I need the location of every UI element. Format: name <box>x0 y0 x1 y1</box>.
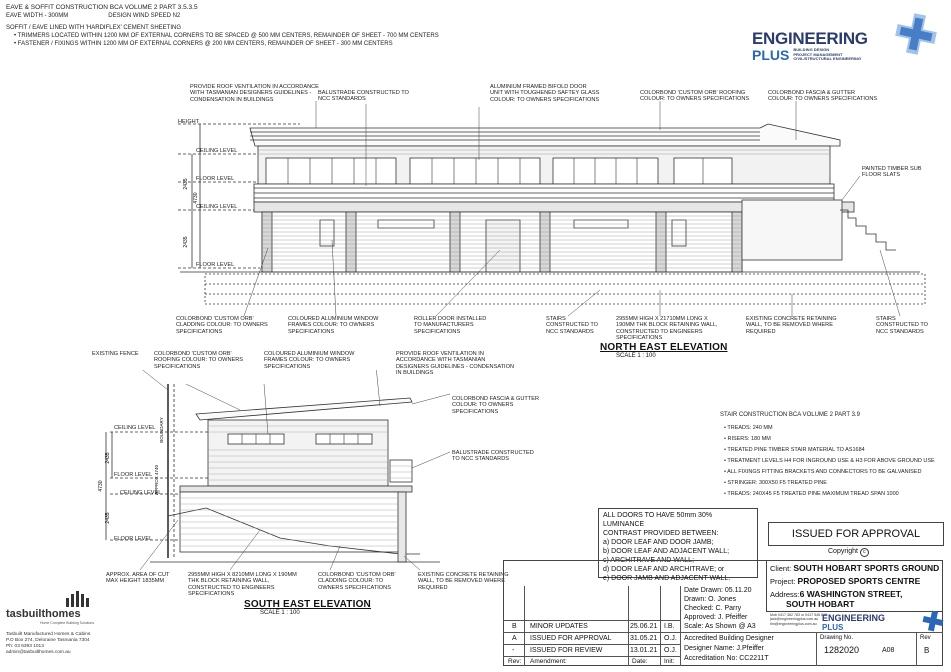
se-level-label: FLOOR LEVEL <box>114 472 153 478</box>
se-note: EXISTING CONCRETE RETAINING WALL, TO BE REMOVED WHERE REQUIRED <box>418 572 509 591</box>
contact-line: Mob 0417 362 783 or 0417 546 815 <box>770 613 828 617</box>
door-line: b) DOOR LEAF AND ADJACENT WALL; <box>603 548 730 555</box>
project-value: PROPOSED SPORTS CENTRE <box>797 576 921 586</box>
tasbuilt-tagline: Home Complete Building Solutions <box>40 621 95 625</box>
se-dim: 2435 <box>105 452 111 464</box>
copyright-icon: c <box>860 548 869 557</box>
stair-item: TREATED PINE TIMBER STAIR MATERIAL TO AS1684 <box>727 447 865 453</box>
approved-by: Approved: J. Pfeiffer <box>684 614 748 621</box>
tasbuilt-address <box>6 632 90 656</box>
sheet-no: A08 <box>882 647 895 654</box>
eave-width: EAVE WIDTH - 300MM <box>6 13 69 19</box>
drawn-by: Drawn: O. Jones <box>684 596 737 603</box>
rev-label: Rev <box>920 635 931 641</box>
se-note: COLORBOND 'CUSTOM ORB' CLADDING COLOUR: TO OWNERS SPECIFICATIONS <box>318 572 396 591</box>
contact-info <box>770 613 827 626</box>
door-line: ALL DOORS TO HAVE 50mm 30% LUMINANCE <box>603 512 713 528</box>
rev-cell: B <box>512 623 517 630</box>
eave-block: EAVE & SOFFIT CONSTRUCTION BCA VOLUME 2 PART 3.5.3.5 EAVE WIDTH - 300MM DESIGN WIND SPEED N2 SOFFIT / EAVE LINED WITH 'HARDIFLEX' CEMENT SHEETING • TRIMMERS LOCATED WITHIN 1200 MM OF EXTERNAL CORNERS TO BE SPACED @ 500 MM CENTERS, REMAINDER OF SHEET - 700 MM CENTERS • FASTENER / FIXINGS WITHIN 1200 MM OF EXTERNAL CORNERS @ 200 MM CENTERS, REMAINDER OF SHEET - 300 MM CENTERS <box>6 4 566 48</box>
init-cell: I.B. <box>664 623 675 630</box>
ne-note: ROLLER DOOR INSTALLED TO MANUFACTURERS SPECIFICATIONS <box>414 316 487 335</box>
ne-note: STAIRS CONSTRUCTED TO NCC STANDARDS <box>546 316 599 335</box>
stair-item: TREADS: 240X45 F5 TREATED PINE MAXIMUM TREAD SPAN 1000 <box>727 491 899 497</box>
copyright <box>828 548 869 557</box>
date-cell: 13.01.21 <box>630 647 658 654</box>
ne-dim: 2435 <box>183 236 189 248</box>
stair-item: RISERS: 180 MM <box>727 436 771 442</box>
init-cell: O.J. <box>664 635 677 642</box>
se-level-label: CEILING LEVEL <box>120 490 162 496</box>
logo-name: ENGINEERING <box>822 613 886 623</box>
stair-item: ALL FIXINGS FITTING BRACKETS AND CONNECTORS TO BE GALVANISED <box>727 469 922 475</box>
address-line: SOUTH HOBART <box>786 599 855 609</box>
ne-note: COLOURED ALUMINIUM WINDOW FRAMES COLOUR: TO OWNERS SPECIFICATIONS <box>288 316 379 335</box>
tasbuilt-addr-line: Tasbuilt Manufactured Homes & Cabins <box>6 632 91 637</box>
accredited: Accredited Building Designer <box>684 635 774 642</box>
client-label: Client: <box>770 564 792 573</box>
logo-service: PROJECT MANAGEMENT <box>793 51 843 57</box>
eave-title: EAVE & SOFFIT CONSTRUCTION BCA VOLUME 2 PART 3.5.3.5 <box>6 4 198 11</box>
ne-level-label: FLOOR LEVEL <box>196 176 235 182</box>
door-line: CONTRAST PROVIDED BETWEEN: <box>603 530 719 537</box>
door-line: e) DOOR JAMB AND ADJACENT WALL. <box>603 575 731 582</box>
se-note: APPROX. AREA OF CUT MAX HEIGHT 1835MM <box>106 572 170 585</box>
stair-item: TREADS: 240 MM <box>727 425 773 431</box>
cross-logo-icon <box>922 610 944 632</box>
drawing-no-label: Drawing No. <box>820 635 854 641</box>
client-row <box>770 564 939 573</box>
wind-speed: DESIGN WIND SPEED N2 <box>108 13 181 19</box>
tasbuilt-addr-line: P.O Box 274, Deloraine Tasmania 7304 <box>6 638 90 643</box>
engineering-plus-logo <box>752 30 892 70</box>
soffit-note: SOFFIT / EAVE LINED WITH 'HARDIFLEX' CEMENT SHEETING <box>6 25 181 31</box>
rev-header: Rev: <box>508 658 522 665</box>
approx-dim: APPROX 4740 <box>154 464 159 496</box>
date-cell: 31.05.21 <box>630 635 658 642</box>
ne-scale: SCALE 1 : 100 <box>616 353 656 359</box>
drawing-no: 1282020 <box>824 645 860 655</box>
se-note: PROVIDE ROOF VENTILATION IN ACCORDANCE WITH TASMANIAN DESIGNERS GUIDELINES - CONDENSATION IN BUILDINGS <box>396 351 515 377</box>
client-value: SOUTH HOBART SPORTS GROUND <box>793 563 940 573</box>
se-note: EXISTING FENCE <box>92 351 139 357</box>
north-east-elevation-drawing <box>0 80 951 340</box>
stair-title: STAIR CONSTRUCTION BCA VOLUME 2 PART 3.9 <box>720 412 860 418</box>
eave-bullet: FASTENER / FIXINGS WITHIN 1200 MM OF EXTERNAL CORNERS @ 200 MM CENTERS, REMAINDER OF SHEET - 300 MM CENTERS <box>17 41 393 47</box>
ne-note: ALUMINIUM FRAMED BIFOLD DOOR UNIT WITH TOUGHENED SAFTEY GLASS COLOUR: TO OWNERS SPECIFICATIONS <box>490 84 600 103</box>
designer-name: Designer Name: J.Pfeiffer <box>684 645 765 652</box>
amend-cell: ISSUED FOR APPROVAL <box>530 635 612 642</box>
se-scale: SCALE 1 : 100 <box>260 610 300 616</box>
tasbuilt-addr-line: Ph: 03 6393 1013 <box>6 644 44 649</box>
stair-block: STAIR CONSTRUCTION BCA VOLUME 2 PART 3.9 • TREADS: 240 MM • RISERS: 180 MM • TREATED PINE TIMBER STAIR MATERIAL TO AS1684 • TREATMENT LEVELS H4 FOR INGROUND USE & H3 FOR ABOVE GROUND USE • ALL FIXINGS FITTING BRACKETS AND CONNECTORS TO BE GALVANISED • STRINGER: 300X50 F5 TREATED PINE • TREADS: 240X45 F5 TREATED PINE MAXIMUM TREAD SPAN 1000 <box>720 411 946 500</box>
rev-value: B <box>924 646 930 655</box>
project-row <box>770 577 920 586</box>
address-row <box>770 590 902 599</box>
init-header: Init: <box>664 658 675 665</box>
se-dim: 4730 <box>98 480 104 492</box>
ne-note: PROVIDE ROOF VENTILATION IN ACCORDANCE WITH TASMANIAN DESIGNERS GUIDELINES - CONDENSATION IN BUILDINGS <box>190 84 319 103</box>
tasbuilt-addr-line: admin@tasbuilthomes.com.au <box>6 650 71 655</box>
project-label: Project: <box>770 577 796 586</box>
copyright-label: Copyright <box>828 548 858 555</box>
date-drawn: Date Drawn: 05.11.20 <box>684 587 752 594</box>
amend-header: Amendment: <box>530 658 567 665</box>
ne-note: 2955MM HIGH X 21710MM LONG X 190MM THK BLOCK RETAINING WALL, CONSTRUCTED TO ENGINEERS SPECIFICATIONS <box>616 316 718 342</box>
ne-dim: 2435 <box>183 178 189 190</box>
se-level-label: FLOOR LEVEL <box>114 536 153 542</box>
rev-cell: A <box>512 635 517 642</box>
se-note: COLOURED ALUMINIUM WINDOW FRAMES COLOUR: TO OWNERS SPECIFICATIONS <box>264 351 355 370</box>
scale-info: Scale: As Shown @ A3 <box>684 623 756 630</box>
ne-dim: 4730 <box>193 192 199 204</box>
logo-name: ENGINEERING <box>752 29 868 48</box>
door-line: a) DOOR LEAF AND DOOR JAMB; <box>603 539 714 546</box>
checked-by: Checked: C. Parry <box>684 605 742 612</box>
se-level-label: CEILING LEVEL <box>114 425 156 431</box>
address-line: 6 WASHINGTON STREET, <box>799 589 903 599</box>
se-title: SOUTH EAST ELEVATION <box>244 599 371 610</box>
ne-level-label: FLOOR LEVEL <box>196 262 235 268</box>
address-label: Address: <box>770 590 800 599</box>
se-note: BALUSTRADE CONSTRUCTED TO NCC STANDARDS <box>452 450 534 463</box>
ne-level-label: HEIGHT <box>178 119 200 125</box>
se-note: 2955MM HIGH X 8210MM LONG X 190MM THK BLOCK RETAINING WALL, CONSTRUCTED TO ENGINEERS SPECIFICATIONS <box>188 572 297 598</box>
init-cell: O.J. <box>664 647 677 654</box>
door-line: d) DOOR LEAF AND ARCHITRAVE; or <box>603 566 725 573</box>
ne-note: STAIRS CONSTRUCTED TO NCC STANDARDS <box>876 316 929 335</box>
se-note: COLORBOND FASCIA & GUTTER COLOUR: TO OWNERS SPECIFICATIONS <box>452 396 540 415</box>
amend-cell: ISSUED FOR REVIEW <box>530 647 603 654</box>
se-note: COLORBOND 'CUSTOM ORB' ROOFING COLOUR: TO OWNERS SPECIFICATIONS <box>154 351 243 370</box>
se-dim: 2435 <box>105 512 111 524</box>
cross-logo-icon <box>892 12 942 62</box>
ne-level-label: CEILING LEVEL <box>196 148 238 154</box>
amend-cell: MINOR UPDATES <box>530 623 588 630</box>
stair-item: STRINGER: 300X50 F5 TREATED PINE <box>727 480 827 486</box>
ne-note: COLORBOND 'CUSTOM ORB' CLADDING COLOUR: TO OWNERS SPECIFICATIONS <box>176 316 268 335</box>
tasbuilt-house-icon <box>64 590 104 608</box>
ne-level-label: CEILING LEVEL <box>196 204 238 210</box>
contact-line: tim@engineeringplus.com.au <box>770 621 817 626</box>
logo-service: CIVIL/STRUCTURAL ENGINEERING <box>793 56 862 62</box>
ne-note: BALUSTRADE CONSTRUCTED TO NCC STANDARDS <box>318 90 409 103</box>
date-cell: 25.06.21 <box>630 623 658 630</box>
ne-title: NORTH EAST ELEVATION <box>600 342 728 353</box>
engineering-plus-logo-small <box>822 613 885 633</box>
status-badge: ISSUED FOR APPROVAL <box>768 522 944 546</box>
logo-plus: PLUS <box>822 623 844 632</box>
contact-line: jack@engineeringplus.com.au <box>770 617 819 622</box>
tasbuilt-name: tasbuilthomes <box>6 608 81 620</box>
eave-bullet: TRIMMERS LOCATED WITHIN 1200 MM OF EXTERNAL CORNERS TO BE SPACED @ 500 MM CENTERS, REMAINDER OF SHEET - 700 MM CENTERS <box>17 33 439 39</box>
logo-service: BUILDING DESIGN <box>793 47 830 52</box>
ne-note: PAINTED TIMBER SUB FLOOR SLATS <box>862 166 922 179</box>
door-line: c) ARCHITRAVE AND WALL; <box>603 557 695 564</box>
boundary-label: BOUNDARY <box>159 417 164 443</box>
accreditation-no: Accreditation No: CC2211T <box>684 655 769 662</box>
rev-cell: - <box>512 647 515 654</box>
ne-note: EXISTING CONCRETE RETAINING WALL, TO BE REMOVED WHERE REQUIRED <box>746 316 837 335</box>
logo-plus: PLUS <box>752 47 790 63</box>
stair-item: TREATMENT LEVELS H4 FOR INGROUND USE & H3 FOR ABOVE GROUND USE <box>727 458 935 464</box>
date-header: Date: <box>632 658 648 665</box>
ne-note: COLORBOND FASCIA & GUTTER COLOUR: TO OWNERS SPECIFICATIONS <box>768 90 878 103</box>
ne-note: COLORBOND 'CUSTOM ORB' ROOFING COLOUR: TO OWNERS SPECIFICATIONS <box>640 90 750 103</box>
